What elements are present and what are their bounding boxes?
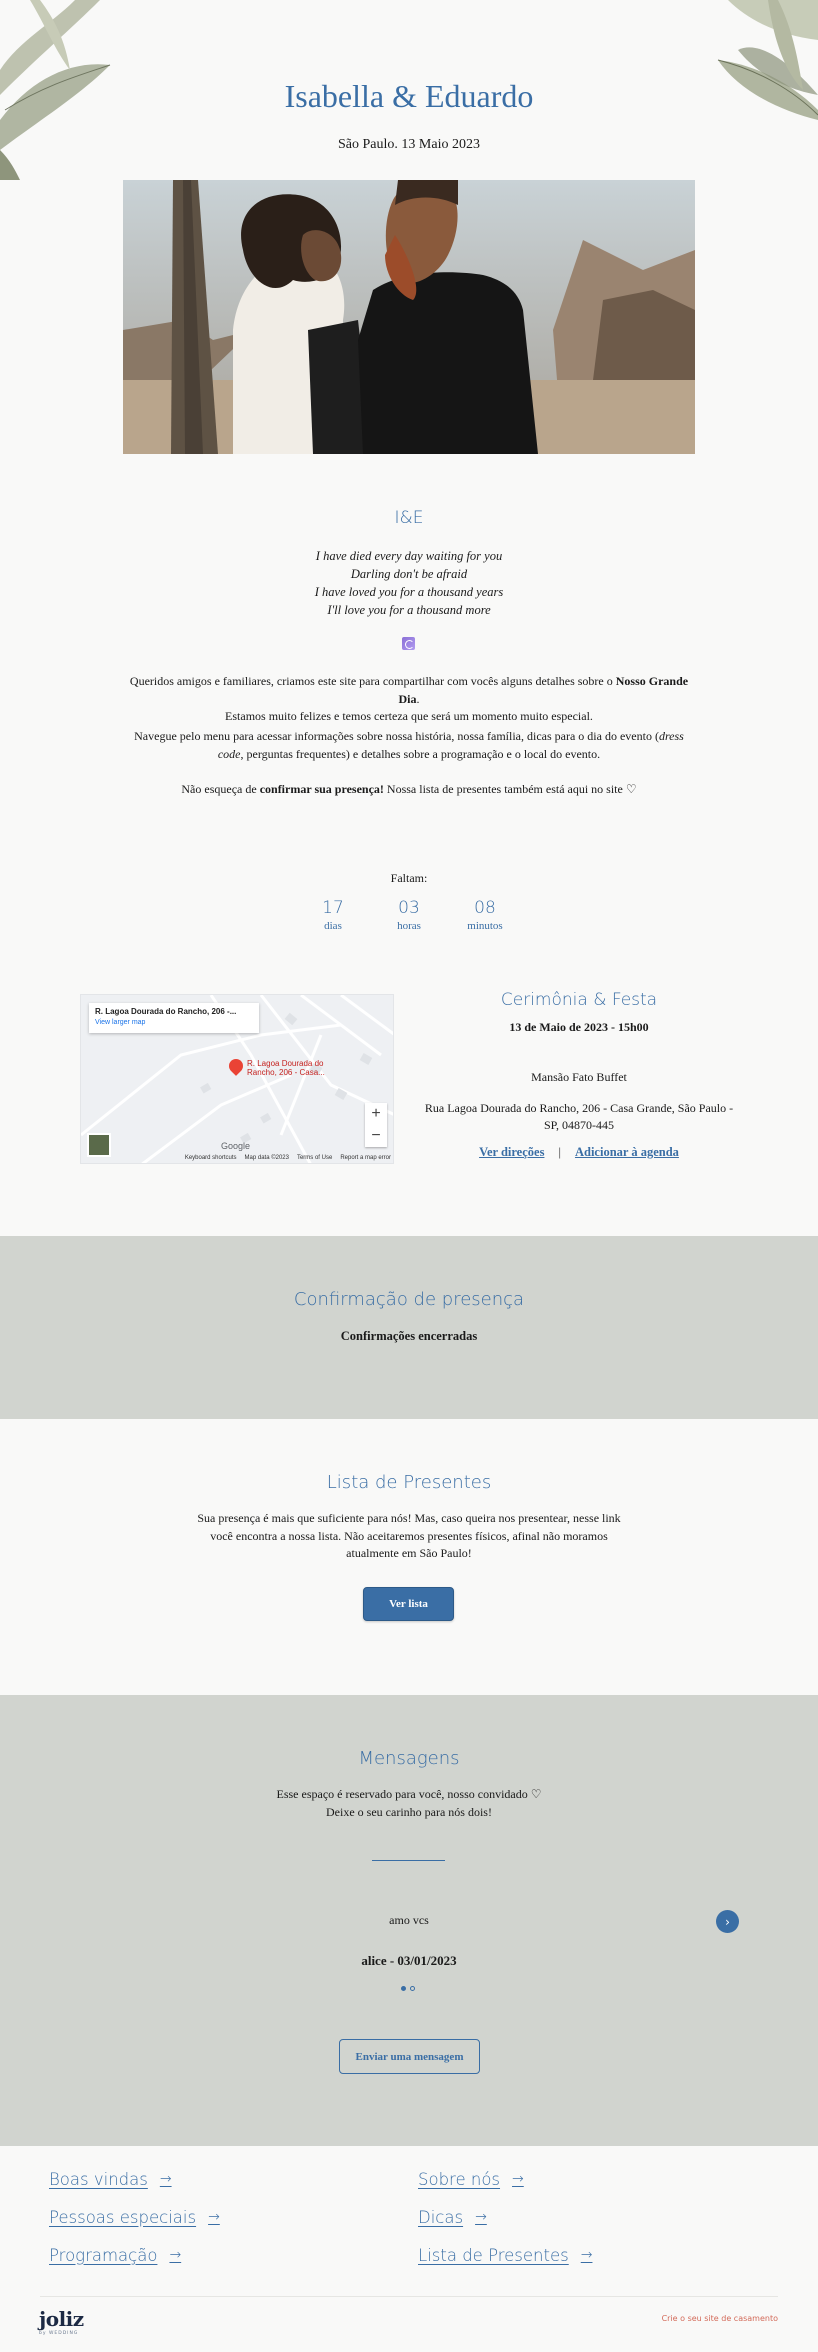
monogram: I&E xyxy=(394,508,424,528)
directions-link[interactable]: Ver direções xyxy=(479,1145,545,1159)
nav-link-label: Dicas xyxy=(418,2207,464,2227)
countdown-value: 03 xyxy=(398,898,420,918)
poem-line: Darling don't be afraid xyxy=(350,567,468,581)
joliz-logo[interactable]: joliz xyxy=(39,2307,84,2331)
countdown-unit-label: horas xyxy=(397,920,421,932)
countdown-label: Faltam: xyxy=(390,871,428,885)
zoom-in-button[interactable]: + xyxy=(371,1105,381,1122)
intro-emphasis: confirmar sua presença! xyxy=(259,782,384,796)
nav-link-label: Sobre nós xyxy=(418,2169,501,2189)
event-date: 13 de Maio de 2023 - 15h00 xyxy=(509,1020,649,1034)
location-map[interactable] xyxy=(80,994,394,1164)
countdown-minutes xyxy=(465,898,505,932)
poem-line: I have died every day waiting for you xyxy=(315,549,503,563)
intro-text: . xyxy=(416,691,420,706)
satellite-toggle[interactable] xyxy=(87,1133,111,1157)
countdown-value: 08 xyxy=(474,898,496,918)
section-divider xyxy=(372,1860,445,1861)
map-card-title: R. Lagoa Dourada do Rancho, 206 -... xyxy=(95,1007,237,1016)
couple-names: Isabella & Eduardo xyxy=(284,78,534,114)
arrow-right-icon: → xyxy=(512,2171,524,2187)
intro-paragraph-2 xyxy=(0,728,818,763)
countdown-hours xyxy=(389,898,429,932)
map-zoom-control[interactable] xyxy=(365,1103,387,1147)
event-title: Cerimônia & Festa xyxy=(500,990,658,1010)
message-text: amo vcs xyxy=(389,1913,429,1927)
nav-link-programacao[interactable] xyxy=(49,2244,418,2266)
google-logo: Google xyxy=(221,1141,251,1151)
messages-intro-line: Deixe o seu carinho para nós dois! xyxy=(326,1804,492,1819)
map-footer xyxy=(185,1155,391,1161)
nav-link-sobre-nos[interactable] xyxy=(418,2168,769,2190)
add-to-calendar-link[interactable]: Adicionar à agenda xyxy=(574,1145,679,1159)
view-gift-list-button[interactable]: Ver lista xyxy=(363,1587,454,1621)
intro-emphasis: dress code xyxy=(217,729,684,761)
arrow-right-icon: → xyxy=(169,2247,182,2263)
nav-link-lista-de-presentes[interactable] xyxy=(418,2244,769,2266)
gifts-title: Lista de Presentes xyxy=(326,1472,492,1493)
event-address: Rua Lagoa Dourada do Rancho, 206 - Casa Grande, São Paulo - SP, 04870-445 xyxy=(424,1101,734,1132)
nav-link-dicas[interactable] xyxy=(418,2206,769,2228)
intro-text: Estamos muito felizes e temos certeza que será um momento muito especial. xyxy=(225,709,593,723)
countdown-unit-label: dias xyxy=(324,920,342,932)
footer-nav xyxy=(49,2168,769,2266)
message-author: alice - 03/01/2023 xyxy=(361,1953,457,1968)
map-keyboard-shortcuts[interactable]: Keyboard shortcuts xyxy=(184,1155,237,1161)
footer-divider xyxy=(40,2296,778,2297)
joliz-logo-tagline: by WEDDING xyxy=(39,2331,79,2336)
rsvp-title: Confirmação de presença xyxy=(293,1289,525,1310)
create-site-link[interactable]: Crie o seu site de casamento xyxy=(661,2314,778,2323)
event-venue: Mansão Fato Buffet xyxy=(531,1070,627,1084)
countdown xyxy=(0,898,818,932)
map-report-error[interactable]: Report a map error xyxy=(340,1155,391,1161)
music-emoji-icon xyxy=(402,637,415,650)
countdown-value: 17 xyxy=(322,898,344,918)
intro-text: Não esqueça de xyxy=(181,782,260,796)
nav-link-label: Boas vindas xyxy=(49,2169,148,2189)
carousel-dot[interactable] xyxy=(401,1986,406,1991)
send-message-button[interactable]: Enviar uma mensagem xyxy=(339,2039,480,2074)
messages-intro-line: Esse espaço é reservado para você, nosso convidado ♡ xyxy=(276,1787,542,1801)
arrow-right-icon: → xyxy=(580,2247,593,2263)
messages-intro xyxy=(0,1786,818,1821)
carousel-dots xyxy=(401,1986,415,1991)
nav-link-boas-vindas[interactable] xyxy=(49,2168,418,2190)
intro-emphasis: Nosso Grande Dia xyxy=(398,674,689,706)
zoom-out-button[interactable]: − xyxy=(371,1127,381,1144)
intro-text: Nossa lista de presentes também está aqui no site ♡ xyxy=(383,782,637,796)
hero-section xyxy=(0,0,818,470)
view-larger-map-link[interactable]: View larger map xyxy=(95,1019,146,1026)
event-date-location: São Paulo. 13 Maio 2023 xyxy=(338,137,480,152)
map-info-card xyxy=(89,1003,259,1033)
arrow-right-icon: → xyxy=(208,2209,220,2225)
countdown-unit-label: minutos xyxy=(467,920,503,932)
intro-text: Queridos amigos e familiares, criamos este site para compartilhar com vocês alguns detalhes sobre o xyxy=(129,674,616,688)
leaf-decoration-right xyxy=(578,0,818,150)
intro-paragraph-3 xyxy=(0,781,818,799)
map-data-credit: Map data ©2023 xyxy=(244,1155,289,1161)
nav-link-label: Pessoas especiais xyxy=(49,2207,197,2227)
gifts-text: Sua presença é mais que suficiente para nós! Mas, caso queira nos presentear, nesse link você encontra a nossa lista. Não aceitaremos presentes físicos, afinal não moramos atualmente em São Paulo! xyxy=(197,1511,621,1560)
arrow-right-icon: → xyxy=(159,2171,172,2187)
poem-line: I have loved you for a thousand years xyxy=(314,585,504,599)
map-pin-label: R. Lagoa Dourada do Rancho, 206 - Casa... xyxy=(247,1059,325,1077)
nav-link-label: Lista de Presentes xyxy=(418,2245,569,2265)
arrow-right-icon: → xyxy=(475,2209,487,2225)
nav-link-pessoas-especiais[interactable] xyxy=(49,2206,418,2228)
link-separator: | xyxy=(558,1145,561,1159)
intro-text: , perguntas frequentes) e detalhes sobre a programação e o local do evento. xyxy=(240,746,601,761)
messages-title: Mensagens xyxy=(358,1748,460,1769)
nav-link-label: Programação xyxy=(49,2245,158,2265)
couple-photo xyxy=(123,180,695,454)
poem xyxy=(0,547,818,619)
map-terms[interactable]: Terms of Use xyxy=(296,1155,333,1161)
intro-text: Navegue pelo menu para acessar informações sobre nossa história, nossa família, dicas para o dia do evento ( xyxy=(134,729,659,743)
countdown-days xyxy=(313,898,353,932)
event-links xyxy=(420,1145,738,1160)
rsvp-status: Confirmações encerradas xyxy=(340,1329,478,1343)
carousel-dot[interactable] xyxy=(410,1986,415,1991)
poem-line: I'll love you for a thousand more xyxy=(327,603,491,617)
next-message-button[interactable] xyxy=(716,1910,739,1933)
intro-paragraph-1 xyxy=(0,673,818,726)
chevron-right-icon: › xyxy=(725,1914,730,1929)
